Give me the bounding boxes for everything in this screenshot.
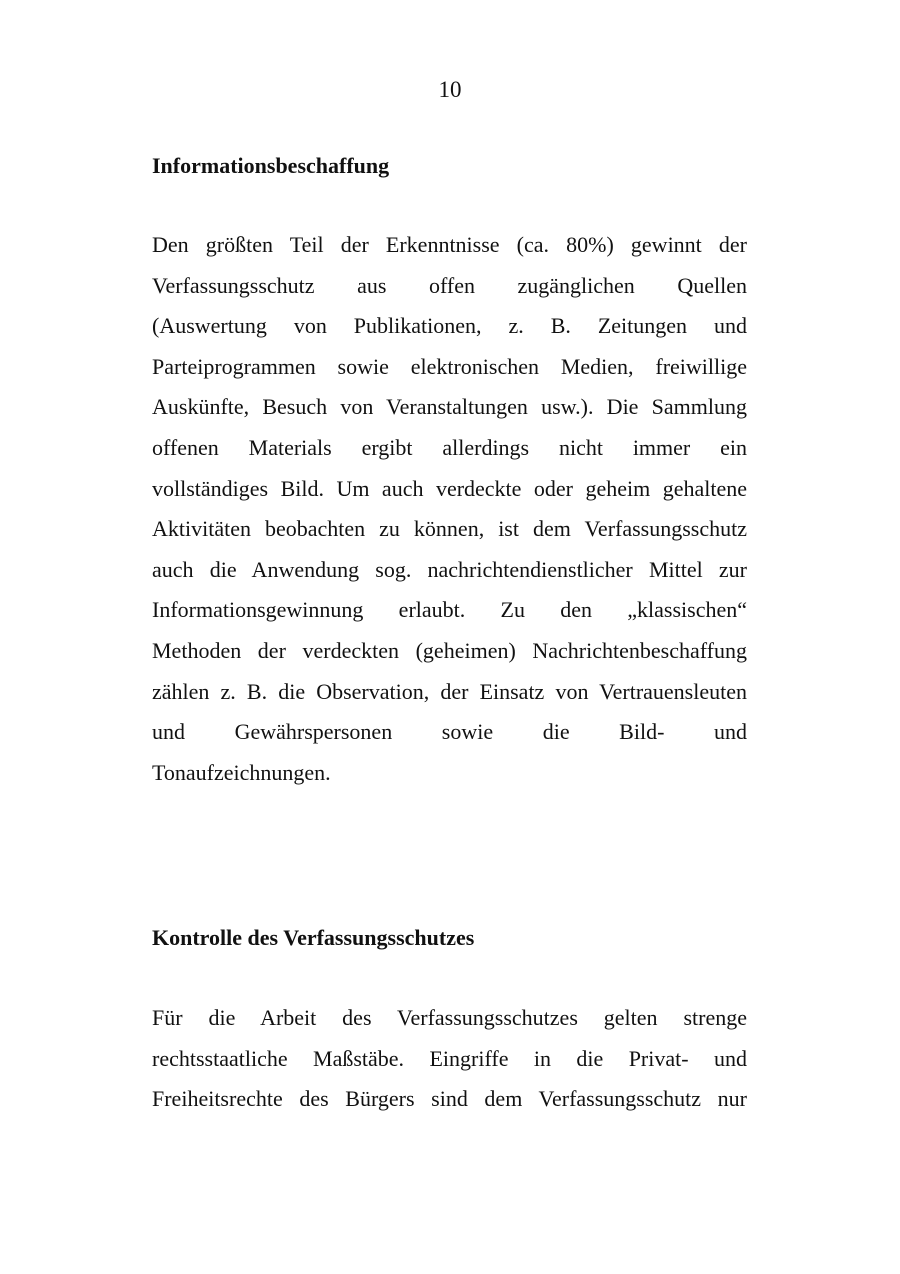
paragraph-line: Parteiprogrammen sowie elektronischen Medien, freiwillige	[152, 353, 747, 379]
section-paragraph-informationsbeschaffung	[152, 229, 747, 797]
section-heading-informationsbeschaffung: Informationsbeschaffung	[152, 153, 390, 178]
section-paragraph-kontrolle	[152, 1002, 747, 1124]
paragraph-line: vollständiges Bild. Um auch verdeckte oder geheim gehaltene	[152, 475, 747, 501]
paragraph-line: (Auswertung von Publikationen, z. B. Zeitungen und	[152, 313, 747, 339]
section-heading-kontrolle: Kontrolle des Verfassungsschutzes	[152, 925, 475, 950]
paragraph-line: Verfassungsschutz aus offen zugänglichen Quellen	[152, 272, 747, 298]
paragraph-line: Tonaufzeichnungen.	[152, 759, 331, 785]
paragraph-line: Informationsgewinnung erlaubt. Zu den „klassischen“	[152, 597, 747, 623]
paragraph-line: offenen Materials ergibt allerdings nicht immer ein	[152, 434, 747, 460]
paragraph-line: und Gewährspersonen sowie die Bild- und	[152, 719, 747, 745]
paragraph-line: zählen z. B. die Observation, der Einsatz von Vertrauensleuten	[152, 678, 747, 704]
paragraph-line: auch die Anwendung sog. nachrichtendienstlicher Mittel zur	[152, 556, 747, 582]
paragraph-line: rechtsstaatliche Maßstäbe. Eingriffe in die Privat- und	[152, 1045, 747, 1071]
paragraph-line: Auskünfte, Besuch von Veranstaltungen usw.). Die Sammlung	[152, 394, 747, 420]
paragraph-line: Methoden der verdeckten (geheimen) Nachrichtenbeschaffung	[152, 637, 747, 663]
paragraph-line: Aktivitäten beobachten zu können, ist dem Verfassungsschutz	[152, 516, 747, 542]
paragraph-line: Freiheitsrechte des Bürgers sind dem Verfassungsschutz nur	[152, 1086, 747, 1112]
page-number: 10	[438, 77, 462, 102]
paragraph-line: Für die Arbeit des Verfassungsschutzes gelten strenge	[152, 1005, 747, 1030]
paragraph-line: Den größten Teil der Erkenntnisse (ca. 80%) gewinnt der	[152, 232, 747, 257]
